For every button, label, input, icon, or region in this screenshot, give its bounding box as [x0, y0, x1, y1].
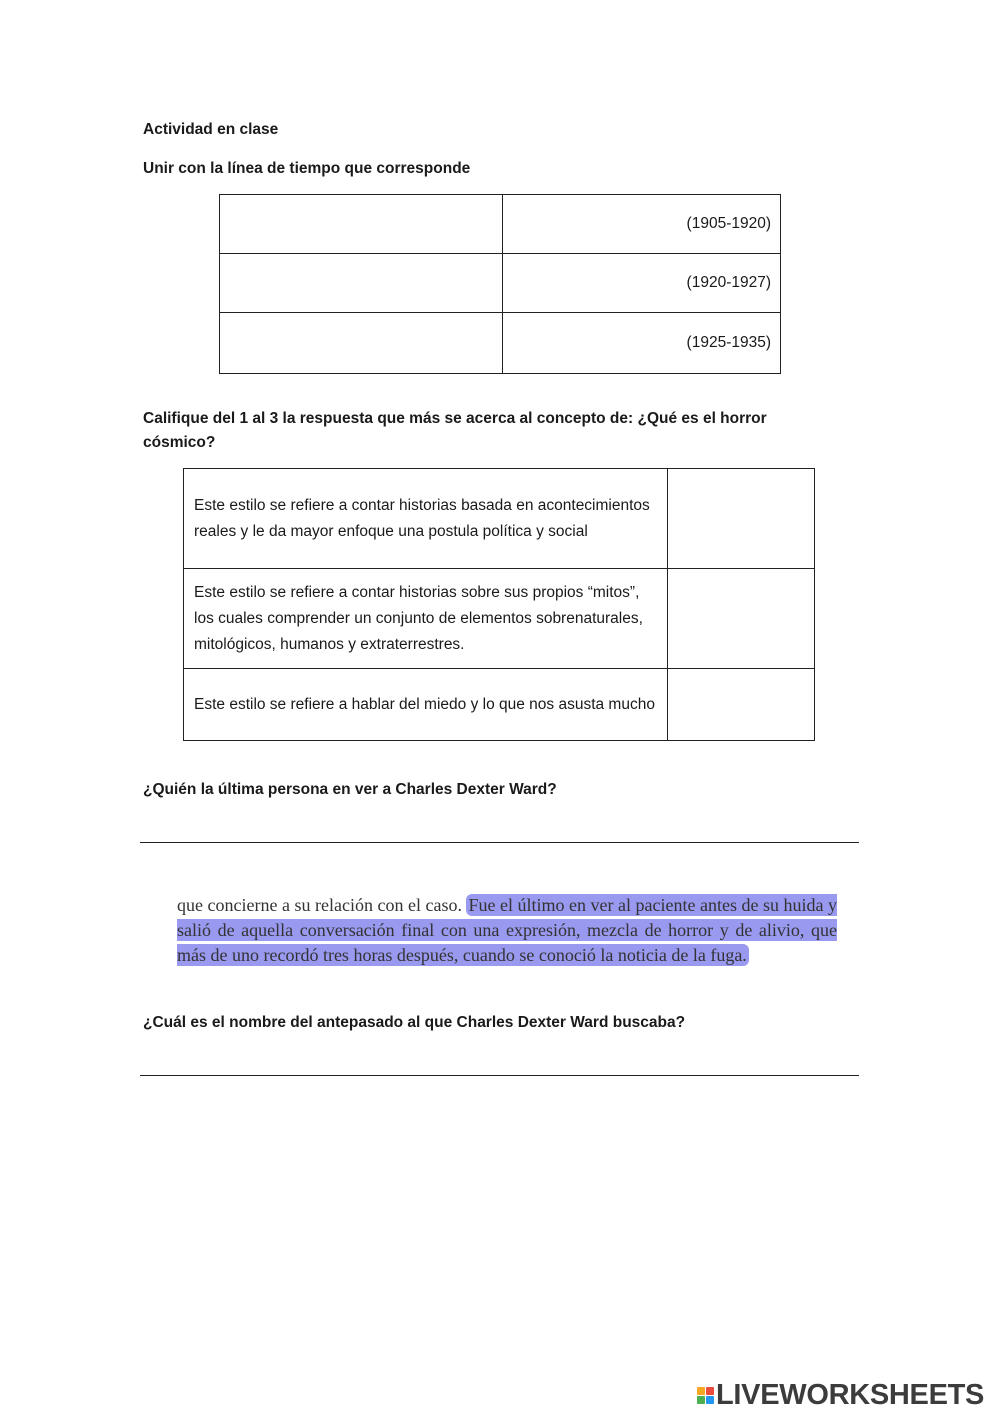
timeline-table	[219, 194, 781, 374]
ancestor-answer-line[interactable]	[140, 1075, 859, 1076]
timeline-date: (1925-1935)	[503, 313, 781, 374]
timeline-instruction: Unir con la línea de tiempo que corresponde	[143, 160, 471, 177]
concept-table	[183, 468, 815, 741]
activity-heading: Actividad en clase	[143, 121, 279, 138]
rank-question: Califique del 1 al 3 la respuesta que más se acerca al concepto de: ¿Qué es el horror cósmico?	[143, 410, 767, 451]
logo-text: LIVEWORKSHEETS	[716, 1378, 985, 1411]
book-excerpt	[177, 893, 837, 968]
rank-input-cell[interactable]	[668, 569, 815, 669]
logo-mark-tile	[697, 1387, 705, 1395]
logo-mark-icon	[697, 1387, 714, 1404]
last-person-answer-line[interactable]	[140, 842, 859, 843]
table-row	[220, 195, 781, 254]
ancestor-question: ¿Cuál es el nombre del antepasado al que Charles Dexter Ward buscaba?	[143, 1014, 686, 1031]
concept-text: Este estilo se refiere a contar historias sobre sus propios “mitos”, los cuales comprender un conjunto de elementos sobrenaturales, mitológicos, humanos y extraterrestres.	[184, 569, 668, 669]
timeline-drop-cell[interactable]	[220, 254, 503, 313]
liveworksheets-logo	[697, 1378, 984, 1412]
concept-text: Este estilo se refiere a hablar del miedo y lo que nos asusta mucho	[184, 669, 668, 741]
timeline-date: (1905-1920)	[503, 195, 781, 254]
table-row	[220, 313, 781, 374]
rank-input-cell[interactable]	[668, 669, 815, 741]
rank-input-cell[interactable]	[668, 469, 815, 569]
excerpt-highlight: Fue el último en ver al paciente antes de su huida y salió de aquella conversación final con una expresión, mezcla de horror y de alivio, que más de uno recordó tres horas después, cuando se conoció la noticia de la fuga.	[177, 895, 837, 965]
timeline-drop-cell[interactable]	[220, 195, 503, 254]
logo-mark-tile	[706, 1396, 714, 1404]
table-row	[184, 569, 815, 669]
timeline-drop-cell[interactable]	[220, 313, 503, 374]
logo-mark-tile	[706, 1387, 714, 1395]
timeline-date: (1920-1927)	[503, 254, 781, 313]
excerpt-plain: que concierne a su relación con el caso.	[177, 895, 467, 915]
table-row	[184, 669, 815, 741]
last-person-question: ¿Quién la última persona en ver a Charles Dexter Ward?	[143, 781, 557, 798]
table-row	[184, 469, 815, 569]
concept-text: Este estilo se refiere a contar historias basada en acontecimientos reales y le da mayor enfoque una postula política y social	[184, 469, 668, 569]
table-row	[220, 254, 781, 313]
logo-mark-tile	[697, 1396, 705, 1404]
